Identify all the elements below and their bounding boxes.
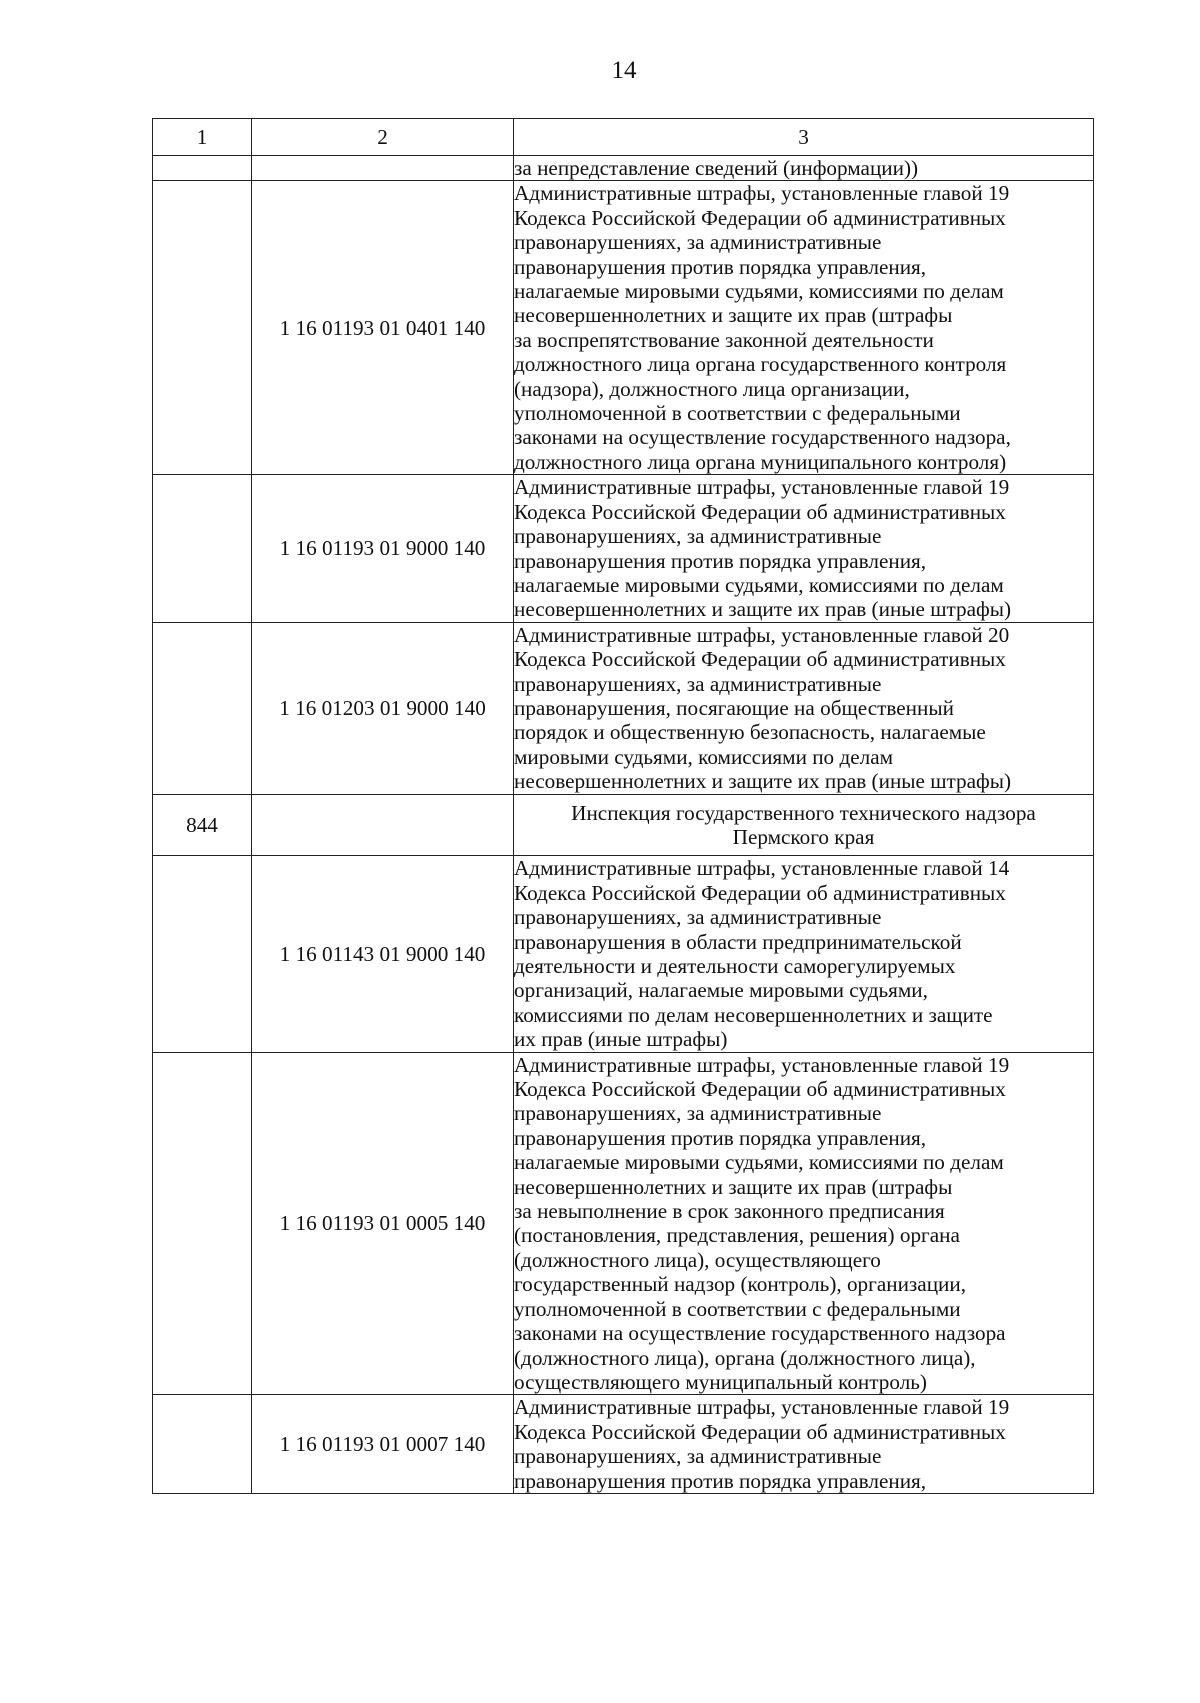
description-line: несовершеннолетних и защите их прав (иные штрафы): [514, 769, 1012, 794]
description-line: правонарушения, посягающие на общественный: [514, 695, 954, 720]
description-line: деятельности и деятельности саморегулируемых: [514, 954, 956, 978]
description-line: правонарушениях, за административные: [514, 1101, 882, 1126]
description-line: законами на осуществление государственного надзора,: [514, 425, 1011, 450]
description-line: должностного лица органа муниципального контроля): [514, 449, 1007, 474]
description-line: (постановления, представления, решения) органа: [514, 1223, 960, 1248]
description-line: Кодекса Российской Федерации об административных: [514, 647, 1006, 672]
description-line: осуществляющего муниципальный контроль): [514, 1369, 927, 1394]
description-line: уполномоченной в соответствии с федеральными: [514, 401, 961, 426]
description-line: государственный надзор (контроль), организации,: [514, 1272, 967, 1297]
description-line: правонарушения против порядка управления,: [514, 1468, 927, 1493]
table-body: [153, 156, 1094, 1494]
description-line: правонарушениях, за административные: [514, 671, 882, 696]
administrator-code-cell: [153, 1052, 252, 1395]
description-cell: [514, 1052, 1094, 1395]
description-line: несовершеннолетних и защите их прав (штрафы: [514, 1174, 953, 1199]
description-line: Кодекса Российской Федерации об административных: [514, 1419, 1006, 1444]
revenue-code-cell: 1 16 01193 01 0005 140: [252, 1052, 514, 1395]
description-cell: [514, 856, 1094, 1052]
description-line: Административные штрафы, установленные главой 19: [514, 1395, 1010, 1420]
column-header-3: 3: [514, 119, 1094, 156]
description-cell: [514, 181, 1094, 475]
description-line: за невыполнение в срок законного предписания: [514, 1199, 945, 1224]
description-line: налагаемые мировыми судьями, комиссиями по делам: [514, 279, 1004, 304]
revenue-code-cell: 1 16 01203 01 9000 140: [252, 622, 514, 794]
column-header-1: 1: [153, 119, 252, 156]
table-row: [153, 1395, 1094, 1494]
description-line: Кодекса Российской Федерации об административных: [514, 499, 1006, 524]
description-line: несовершеннолетних и защите их прав (штрафы: [514, 303, 953, 328]
revenue-code-cell: 1 16 01193 01 0401 140: [252, 181, 514, 475]
revenue-code-cell: [252, 794, 514, 856]
description-line: правонарушениях, за административные: [514, 905, 882, 930]
table-row-administrator: [153, 794, 1094, 856]
table-row: [153, 181, 1094, 475]
administrator-code-cell: [153, 1395, 252, 1494]
revenue-code-cell: 1 16 01193 01 9000 140: [252, 475, 514, 622]
administrator-name-cell: [514, 794, 1094, 856]
administrator-code-cell: [153, 181, 252, 475]
description-line: правонарушения против порядка управления,: [514, 548, 927, 573]
description-line: Инспекция государственного технического надзора: [571, 800, 1036, 825]
description-line: Кодекса Российской Федерации об административных: [514, 1077, 1006, 1102]
table-row: [153, 156, 1094, 181]
revenue-code-cell: [252, 156, 514, 181]
administrator-code-cell: [153, 622, 252, 794]
description-line: Административные штрафы, установленные главой 14: [514, 856, 1010, 881]
description-line: (надзора), должностного лица организации,: [514, 376, 910, 401]
description-line: (должностного лица), осуществляющего: [514, 1247, 881, 1272]
description-line: (должностного лица), органа (должностного лица),: [514, 1345, 976, 1370]
description-line: правонарушения против порядка управления,: [514, 254, 927, 279]
description-line: Административные штрафы, установленные главой 19: [514, 475, 1010, 500]
description-line: организаций, налагаемые мировыми судьями,: [514, 978, 928, 1003]
column-header-2: 2: [252, 119, 514, 156]
administrator-code-cell: [153, 475, 252, 622]
description-cell: [514, 156, 1094, 181]
description-line: за непредставление сведений (информации)): [514, 156, 919, 180]
description-line: налагаемые мировыми судьями, комиссиями по делам: [514, 572, 1004, 597]
description-line: комиссиями по делам несовершеннолетних и защите: [514, 1002, 993, 1027]
description-cell: [514, 1395, 1094, 1494]
description-line: правонарушения против порядка управления,: [514, 1125, 927, 1150]
description-line: налагаемые мировыми судьями, комиссиями по делам: [514, 1150, 1004, 1175]
description-line: должностного лица органа государственного контроля: [514, 352, 1007, 377]
administrator-code-cell: [153, 156, 252, 181]
description-line: мировыми судьями, комиссиями по делам: [514, 744, 894, 769]
description-line: порядок и общественную безопасность, налагаемые: [514, 720, 986, 745]
description-line: Административные штрафы, установленные главой 20: [514, 622, 1010, 647]
description-line: Кодекса Российской Федерации об административных: [514, 205, 1006, 230]
description-line: уполномоченной в соответствии с федеральными: [514, 1296, 961, 1321]
table-row: [153, 622, 1094, 794]
description-line: Административные штрафы, установленные главой 19: [514, 1052, 1010, 1077]
description-cell: [514, 475, 1094, 622]
revenue-code-cell: 1 16 01143 01 9000 140: [252, 856, 514, 1052]
description-line: несовершеннолетних и защите их прав (иные штрафы): [514, 597, 1012, 622]
administrator-code-cell: 844: [153, 794, 252, 856]
description-cell: [514, 622, 1094, 794]
table-row: [153, 1052, 1094, 1395]
description-line: правонарушения в области предпринимательской: [514, 929, 962, 954]
table-row: [153, 856, 1094, 1052]
description-line: правонарушениях, за административные: [514, 524, 882, 549]
description-line: правонарушениях, за административные: [514, 230, 882, 255]
administrator-code-cell: [153, 856, 252, 1052]
revenue-code-cell: 1 16 01193 01 0007 140: [252, 1395, 514, 1494]
description-line: за воспрепятствование законной деятельности: [514, 327, 934, 352]
description-line: правонарушениях, за административные: [514, 1444, 882, 1469]
description-line: их прав (иные штрафы): [514, 1027, 728, 1052]
table-row: [153, 475, 1094, 622]
description-line: Административные штрафы, установленные главой 19: [514, 181, 1010, 206]
page-number: 14: [611, 57, 637, 84]
table-header-row: [153, 119, 1094, 156]
description-line: Пермского края: [732, 824, 875, 849]
budget-codes-table: [152, 118, 1094, 1494]
description-line: Кодекса Российской Федерации об административных: [514, 880, 1006, 905]
description-line: законами на осуществление государственного надзора: [514, 1321, 1006, 1346]
